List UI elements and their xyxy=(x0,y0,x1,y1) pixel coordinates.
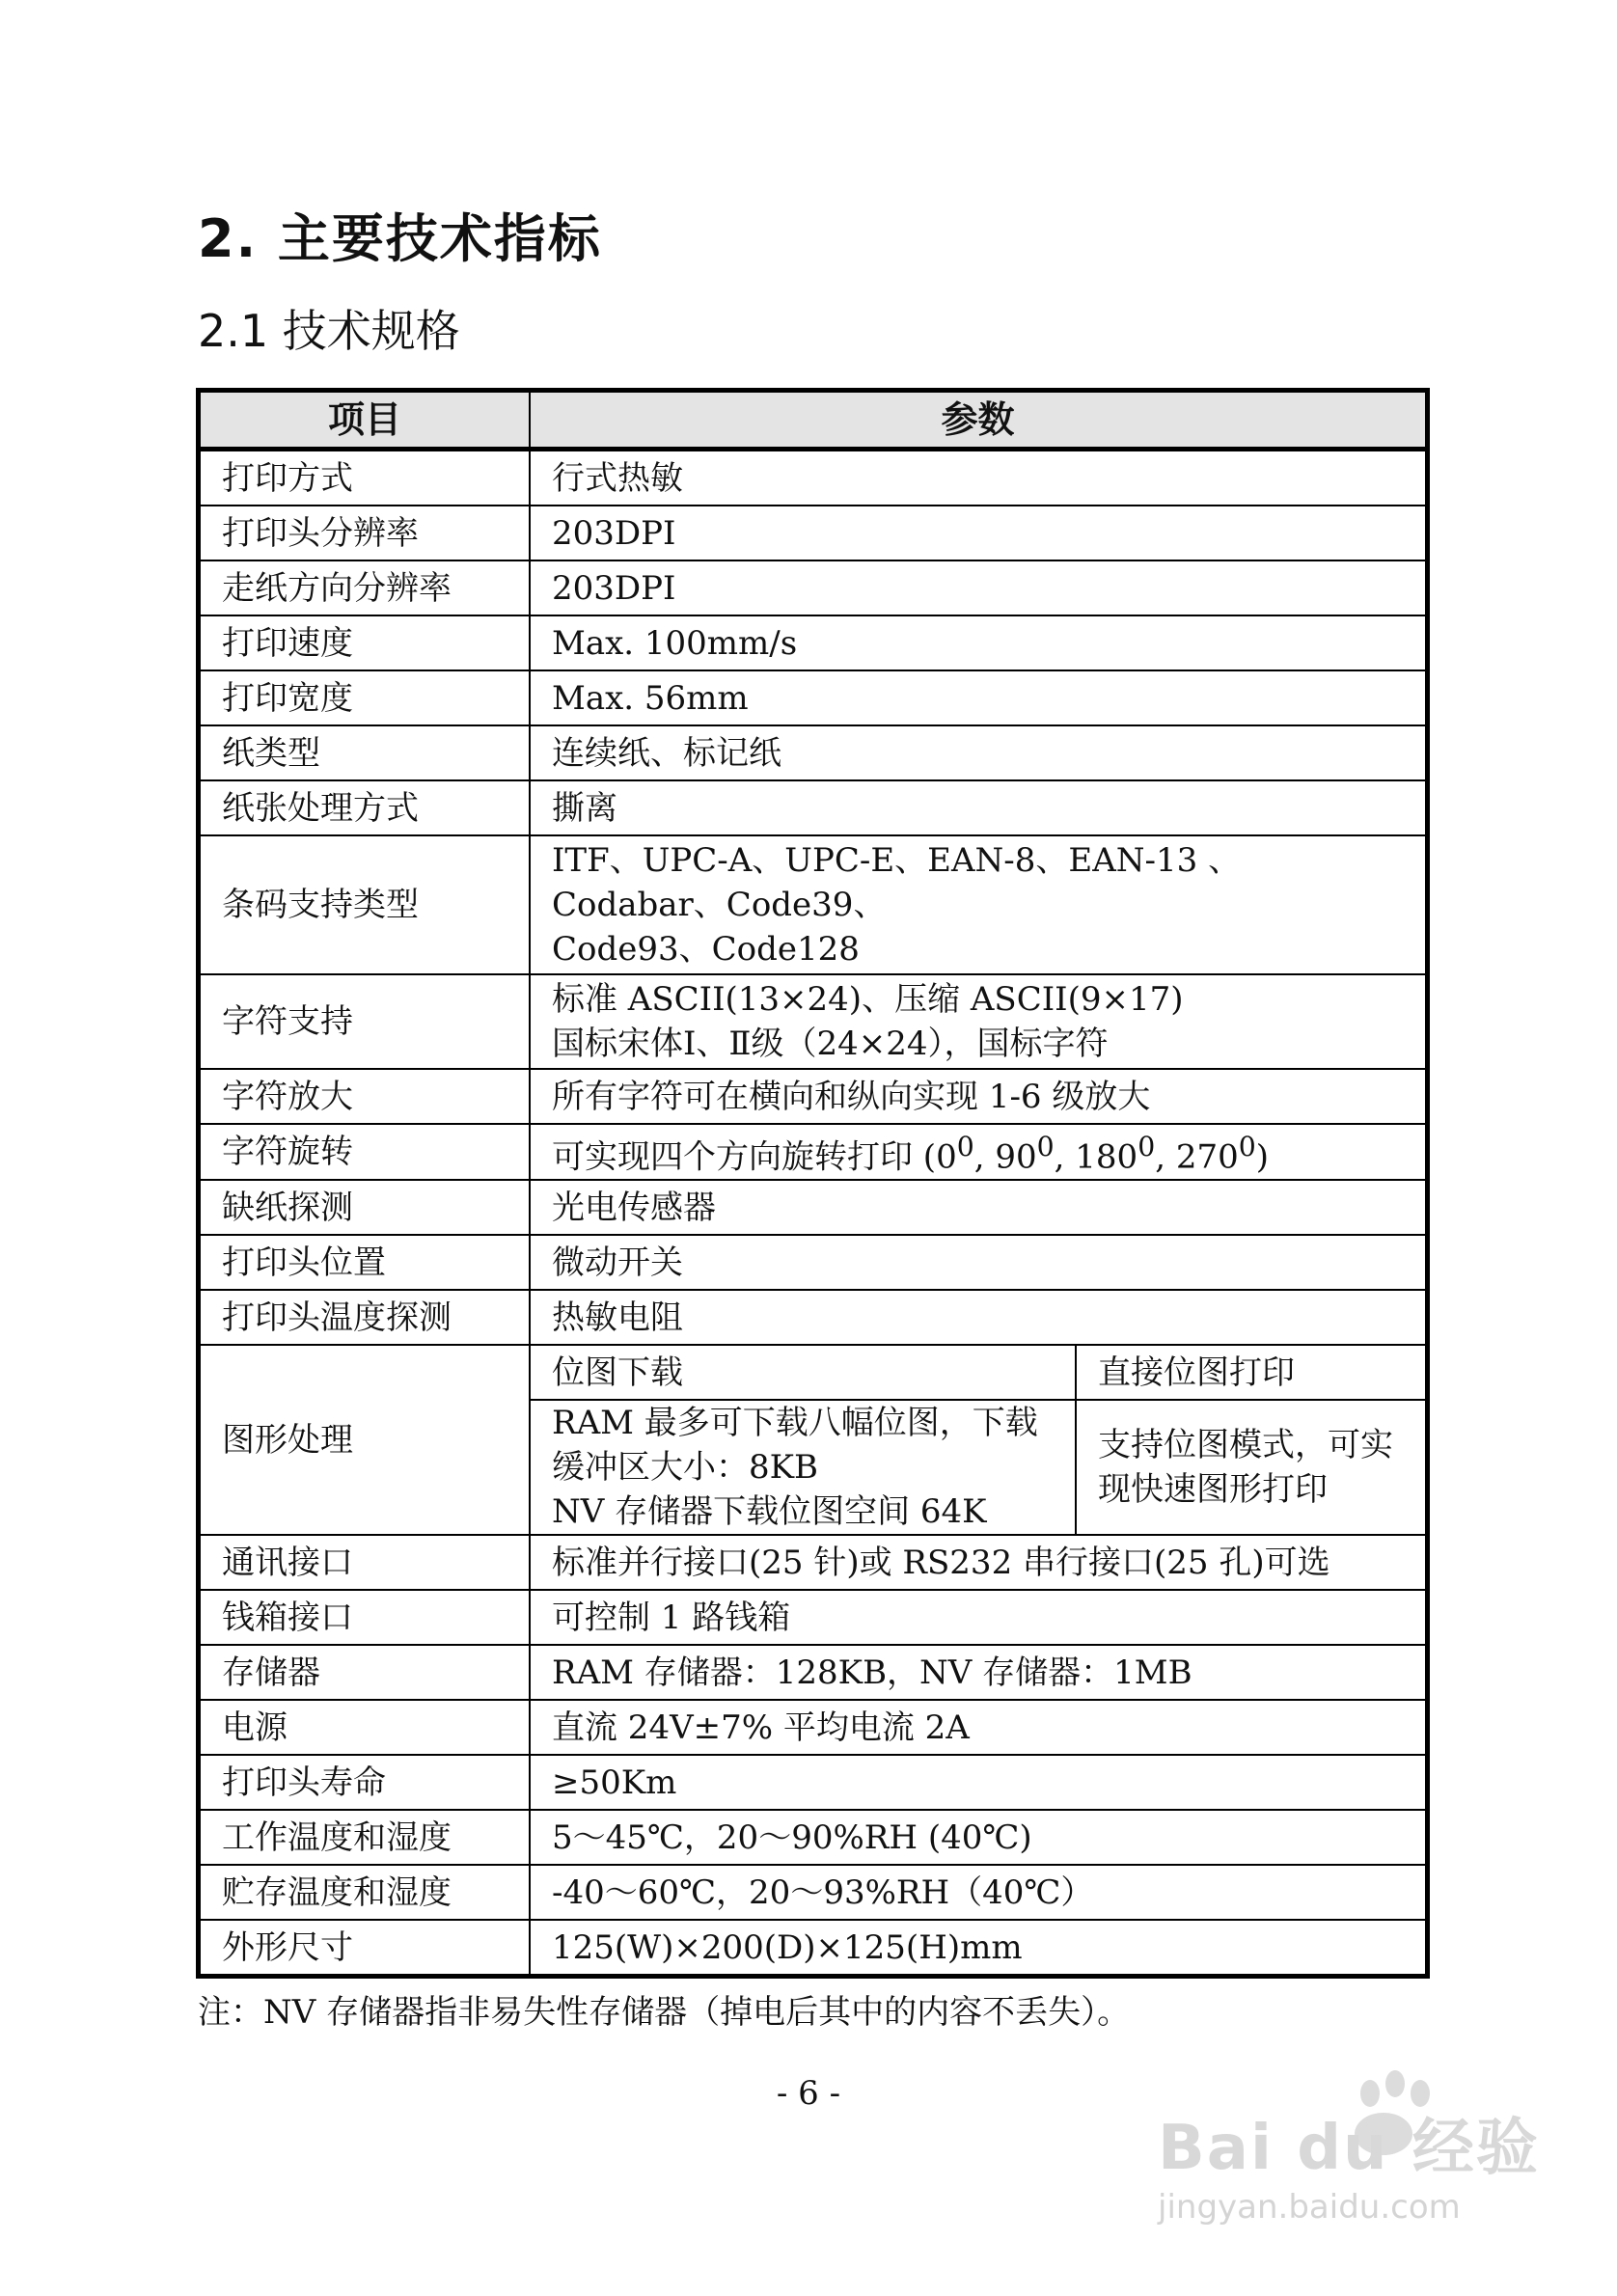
watermark-brand: Bai du 经验 xyxy=(1158,2113,1540,2184)
graphics-col1-title: 位图下载 xyxy=(530,1345,1076,1400)
table-row xyxy=(199,1700,1428,1755)
row-value: ≥50Km xyxy=(530,1755,1428,1810)
footnote: 注：NV 存储器指非易失性存储器（掉电后其中的内容不丢失）。 xyxy=(198,1993,1131,2032)
row-value: 行式热敏 xyxy=(530,450,1428,506)
header-param: 参数 xyxy=(530,391,1428,450)
row-value: 可控制 1 路钱箱 xyxy=(530,1590,1428,1645)
value-line: Code93、Code128 xyxy=(552,930,860,969)
table-row xyxy=(199,670,1428,725)
graphics-col1-detail xyxy=(530,1400,1076,1535)
angle-90: 90 xyxy=(995,1137,1037,1177)
header-item: 项目 xyxy=(199,391,531,450)
degree-sup: 0 xyxy=(1238,1131,1256,1162)
row-value: RAM 存储器：128KB，NV 存储器：1MB xyxy=(530,1645,1428,1700)
row-value: Max. 100mm/s xyxy=(530,615,1428,670)
table-row xyxy=(199,1069,1428,1124)
table-row xyxy=(199,560,1428,615)
row-value: 撕离 xyxy=(530,780,1428,835)
row-label: 电源 xyxy=(199,1700,531,1755)
row-label: 工作温度和湿度 xyxy=(199,1810,531,1865)
table-row-graphics xyxy=(199,1345,1428,1400)
row-label: 字符放大 xyxy=(199,1069,531,1124)
table-row xyxy=(199,1235,1428,1290)
row-label: 打印头寿命 xyxy=(199,1755,531,1810)
row-label: 贮存温度和湿度 xyxy=(199,1865,531,1920)
row-label: 钱箱接口 xyxy=(199,1590,531,1645)
table-row xyxy=(199,1535,1428,1590)
table-row xyxy=(199,1755,1428,1810)
row-label: 缺纸探测 xyxy=(199,1180,531,1235)
value-line: 现快速图形打印 xyxy=(1098,1470,1328,1510)
row-label: 外形尺寸 xyxy=(199,1920,531,1977)
table-row xyxy=(199,725,1428,780)
angle-0: 0 xyxy=(936,1137,957,1177)
row-value: 光电传感器 xyxy=(530,1180,1428,1235)
row-value: 203DPI xyxy=(530,506,1428,560)
row-value: 125(W)×200(D)×125(H)mm xyxy=(530,1920,1428,1977)
row-label: 纸类型 xyxy=(199,725,531,780)
row-value xyxy=(530,974,1428,1069)
table-row xyxy=(199,1290,1428,1345)
table-row xyxy=(199,1645,1428,1700)
row-value: 连续纸、标记纸 xyxy=(530,725,1428,780)
value-line: 标准 ASCII(13×24)、压缩 ASCII(9×17) xyxy=(552,980,1184,1019)
row-label: 打印速度 xyxy=(199,615,531,670)
value-line: ITF、UPC-A、UPC-E、EAN-8、EAN-13 、Codabar、Code39、 xyxy=(552,841,1242,924)
row-value: 直流 24V±7% 平均电流 2A xyxy=(530,1700,1428,1755)
value-line: NV 存储器下载位图空间 64K xyxy=(552,1492,987,1532)
watermark-url: jingyan.baidu.com xyxy=(1158,2188,1461,2227)
degree-sup: 0 xyxy=(1137,1131,1156,1162)
table-row xyxy=(199,1590,1428,1645)
table-row xyxy=(199,1920,1428,1977)
angle-180: 180 xyxy=(1075,1137,1138,1177)
table-row-rotate xyxy=(199,1124,1428,1180)
table-row xyxy=(199,506,1428,560)
section-heading: 2. 主要技术指标 xyxy=(198,208,602,269)
row-value: 203DPI xyxy=(530,560,1428,615)
rotate-suffix: ) xyxy=(1255,1137,1270,1177)
table-row xyxy=(199,450,1428,506)
table-row xyxy=(199,615,1428,670)
value-line: 国标宋体Ⅰ、Ⅱ级（24×24），国标字符 xyxy=(552,1025,1109,1063)
row-label: 图形处理 xyxy=(199,1345,531,1535)
rotate-prefix: 可实现四个方向旋转打印 ( xyxy=(552,1137,937,1177)
table-header-row xyxy=(199,391,1428,450)
angle-270: 270 xyxy=(1175,1137,1239,1177)
row-value: 热敏电阻 xyxy=(530,1290,1428,1345)
row-label: 存储器 xyxy=(199,1645,531,1700)
row-label: 条码支持类型 xyxy=(199,835,531,974)
value-line: 支持位图模式，可实 xyxy=(1098,1426,1393,1465)
row-label: 打印方式 xyxy=(199,450,531,506)
row-label: 字符旋转 xyxy=(199,1124,531,1180)
table-row xyxy=(199,780,1428,835)
row-value: -40～60℃，20～93%RH（40℃） xyxy=(530,1865,1428,1920)
row-value: 所有字符可在横向和纵向实现 1-6 级放大 xyxy=(530,1069,1428,1124)
row-label: 字符支持 xyxy=(199,974,531,1069)
row-label: 打印头温度探测 xyxy=(199,1290,531,1345)
row-value: 微动开关 xyxy=(530,1235,1428,1290)
row-value: 标准并行接口(25 针)或 RS232 串行接口(25 孔)可选 xyxy=(530,1535,1428,1590)
row-label: 走纸方向分辨率 xyxy=(199,560,531,615)
row-label: 打印头分辨率 xyxy=(199,506,531,560)
page-number: - 6 - xyxy=(776,2074,841,2113)
row-label: 纸张处理方式 xyxy=(199,780,531,835)
table-row xyxy=(199,1180,1428,1235)
table-row-charset xyxy=(199,974,1428,1069)
row-value: Max. 56mm xyxy=(530,670,1428,725)
subsection-heading: 2.1 技术规格 xyxy=(198,305,460,357)
table-row-barcode xyxy=(199,835,1428,974)
spec-table xyxy=(196,388,1430,1979)
graphics-col2-title: 直接位图打印 xyxy=(1076,1345,1428,1400)
value-line: RAM 最多可下载八幅位图，下载 xyxy=(552,1404,1038,1443)
table-row xyxy=(199,1865,1428,1920)
graphics-col2-detail xyxy=(1076,1400,1428,1535)
row-value: 5～45℃，20～90%RH (40℃) xyxy=(530,1810,1428,1865)
row-value xyxy=(530,835,1428,974)
row-value: 可实现四个方向旋转打印 ($0^0$, $90^0$, $180^0$, $270^0$) xyxy=(530,1124,1428,1180)
row-label: 打印头位置 xyxy=(199,1235,531,1290)
degree-sup: 0 xyxy=(956,1131,974,1162)
row-label: 打印宽度 xyxy=(199,670,531,725)
table-row xyxy=(199,1810,1428,1865)
row-label: 通讯接口 xyxy=(199,1535,531,1590)
value-line: 缓冲区大小：8KB xyxy=(552,1448,819,1488)
degree-sup: 0 xyxy=(1036,1131,1055,1162)
